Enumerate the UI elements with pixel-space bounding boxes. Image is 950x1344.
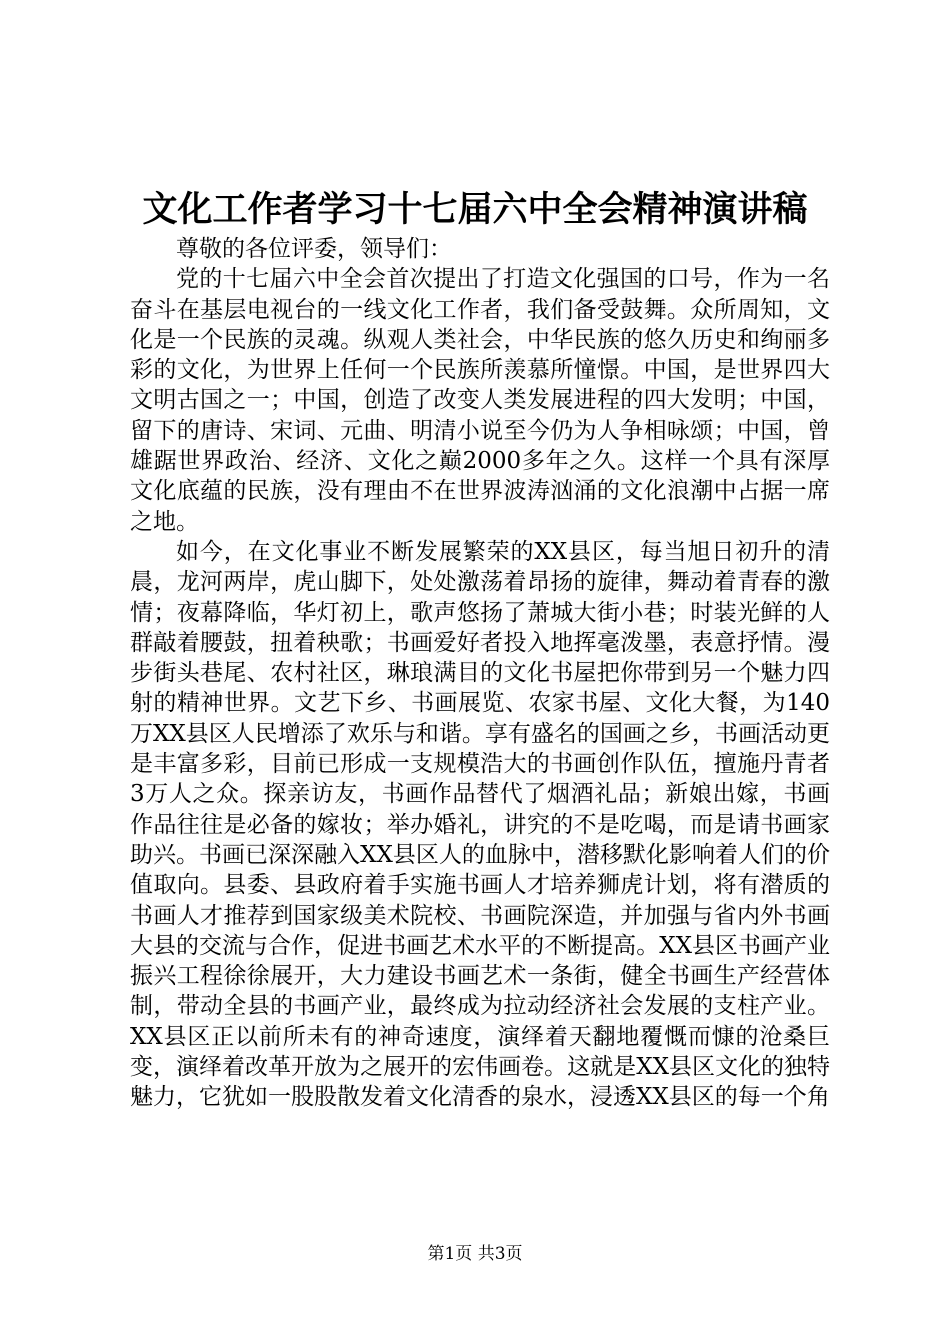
salutation: 尊敬的各位评委，领导们： <box>176 236 452 262</box>
paragraph-2: 如今，在文化事业不断发展繁荣的XX县区，每当旭日初升的清晨，龙河两岸，虎山脚下，处处激荡着昂扬的旋律，舞动着青春的激情；夜幕降临，华灯初上，歌声悠扬了萧城大街小巷；时装光鲜的人群敲着腰鼓，扭着秧歌；书画爱好者投入地挥毫泼墨，表意抒情。漫步街头巷尾、农村社区，琳琅满目的文化书屋把你带到另一个魅力四射的精神世界。文艺下乡、书画展览、农家书屋、文化大餐，为140万XX县区人民增添了欢乐与和谐。享有盛名的国画之乡，书画活动更是丰富多彩，目前已形成一支规模浩大的书画创作队伍，擅施丹青者3万人之众。探亲访友，书画作品替代了烟酒礼品；新娘出嫁，书画作品往往是必备的嫁妆；举办婚礼，讲究的不是吃喝，而是请书画家助兴。书画已深深融入XX县区人的血脉中，潜移默化影响着人们的价值取向。县委、县政府着手实施书画人才培养狮虎计划，将有潜质的书画人才推荐到国家级美术院校、书画院深造，并加强与省内外书画大县的交流与合作，促进书画艺术水平的不断提高。XX县区书画产业振兴工程徐徐展开，大力建设书画艺术一条街，健全书画生产经营体制，带动全县的书画产业，最终成为拉动经济社会发展的支柱产业。XX县区正以前所未有的神奇速度，演绎着天翻地覆慨而慷的沧桑巨变，演绎着改革开放为之展开的宏伟画卷。这就是XX县区文化的独特魅力，它犹如一股股散发着文化清香的泉水，浸透XX县区的每一个角 <box>130 538 830 1111</box>
document-title: 文化工作者学习十七届六中全会精神演讲稿 <box>142 189 808 230</box>
paragraph-1: 党的十七届六中全会首次提出了打造文化强国的口号，作为一名奋斗在基层电视台的一线文化工作者，我们备受鼓舞。众所周知，文化是一个民族的灵魂。纵观人类社会，中华民族的悠久历史和绚丽多彩的文化，为世界上任何一个民族所羡慕所憧憬。中国，是世界四大文明古国之一；中国，创造了改变人类发展进程的四大发明；中国，留下的唐诗、宋词、元曲、明清小说至今仍为人争相咏颂；中国，曾雄踞世界政治、经济、文化之巅2000多年之久。这样一个具有深厚文化底蕴的民族，没有理由不在世界波涛汹涌的文化浪潮中占据一席之地。 <box>130 266 830 535</box>
page-number-footer: 第1页 共3页 <box>427 1244 523 1264</box>
document-body <box>130 234 830 1113</box>
